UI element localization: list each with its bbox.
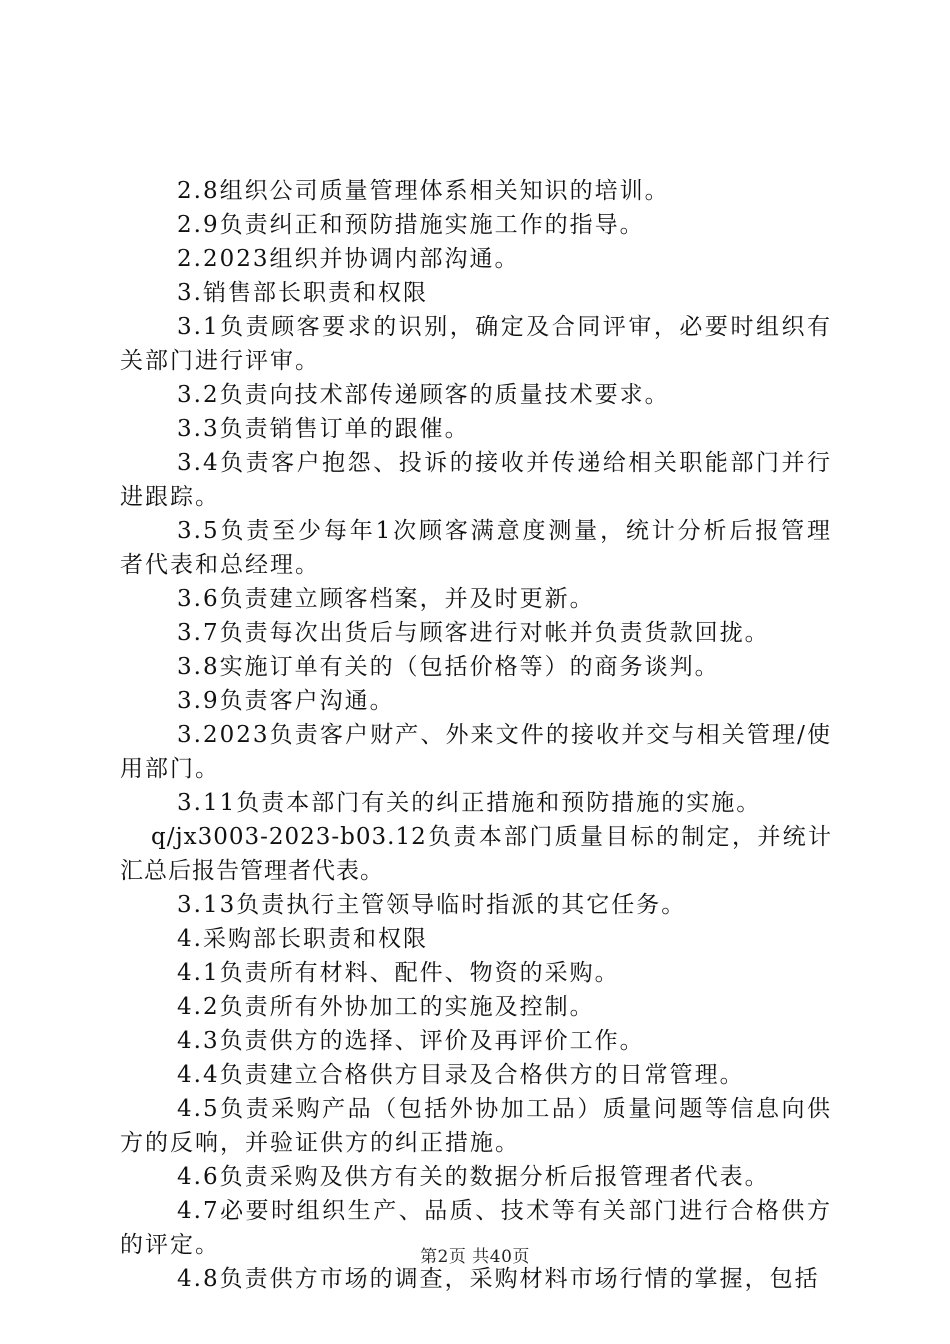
section-heading: 4.采购部长职责和权限	[177, 926, 428, 952]
paragraph: 3.9负责客户沟通。	[177, 688, 395, 714]
page-number-footer: 第2页 共40页	[420, 1247, 530, 1267]
paragraph: 4.8负责供方市场的调查，采购材料市场行情的掌握，包括	[177, 1266, 820, 1292]
section-heading: 3.销售部长职责和权限	[177, 280, 428, 306]
document-body	[120, 174, 832, 1296]
paragraph: 2.8组织公司质量管理体系相关知识的培训。	[177, 178, 670, 204]
paragraph: 4.4负责建立合格供方目录及合格供方的日常管理。	[177, 1062, 745, 1088]
paragraph: 4.7必要时组织生产、品质、技术等有关部门进行合格供方的评定。	[120, 1198, 832, 1258]
paragraph: 3.2023负责客户财产、外来文件的接收并交与相关管理/使用部门。	[120, 722, 832, 782]
paragraph: 4.1负责所有材料、配件、物资的采购。	[177, 960, 620, 986]
paragraph: q/jx3003-2023-b03.12负责本部门质量目标的制定，并统计汇总后报告管理者代表。	[120, 824, 832, 884]
paragraph: 2.9负责纠正和预防措施实施工作的指导。	[177, 212, 645, 238]
paragraph: 4.2负责所有外协加工的实施及控制。	[177, 994, 595, 1020]
paragraph: 3.6负责建立顾客档案，并及时更新。	[177, 586, 595, 612]
paragraph: 3.2负责向技术部传递顾客的质量技术要求。	[177, 382, 670, 408]
paragraph: 3.1负责顾客要求的识别，确定及合同评审，必要时组织有关部门进行评审。	[120, 314, 832, 374]
paragraph: 3.5负责至少每年1次顾客满意度测量，统计分析后报管理者代表和总经理。	[120, 518, 832, 578]
paragraph: 3.3负责销售订单的跟催。	[177, 416, 470, 442]
paragraph: 3.4负责客户抱怨、投诉的接收并传递给相关职能部门并行进跟踪。	[120, 450, 832, 510]
paragraph: 4.3负责供方的选择、评价及再评价工作。	[177, 1028, 645, 1054]
paragraph: 2.2023组织并协调内部沟通。	[177, 246, 520, 272]
paragraph: 3.7负责每次出货后与顾客进行对帐并负责货款回拢。	[177, 620, 770, 646]
paragraph: 3.11负责本部门有关的纠正措施和预防措施的实施。	[177, 790, 762, 816]
paragraph: 3.13负责执行主管领导临时指派的其它任务。	[177, 892, 687, 918]
paragraph: 3.8实施订单有关的（包括价格等）的商务谈判。	[177, 654, 720, 680]
paragraph: 4.5负责采购产品（包括外协加工品）质量问题等信息向供方的反响，并验证供方的纠正措施。	[120, 1096, 832, 1156]
paragraph: 4.6负责采购及供方有关的数据分析后报管理者代表。	[177, 1164, 770, 1190]
